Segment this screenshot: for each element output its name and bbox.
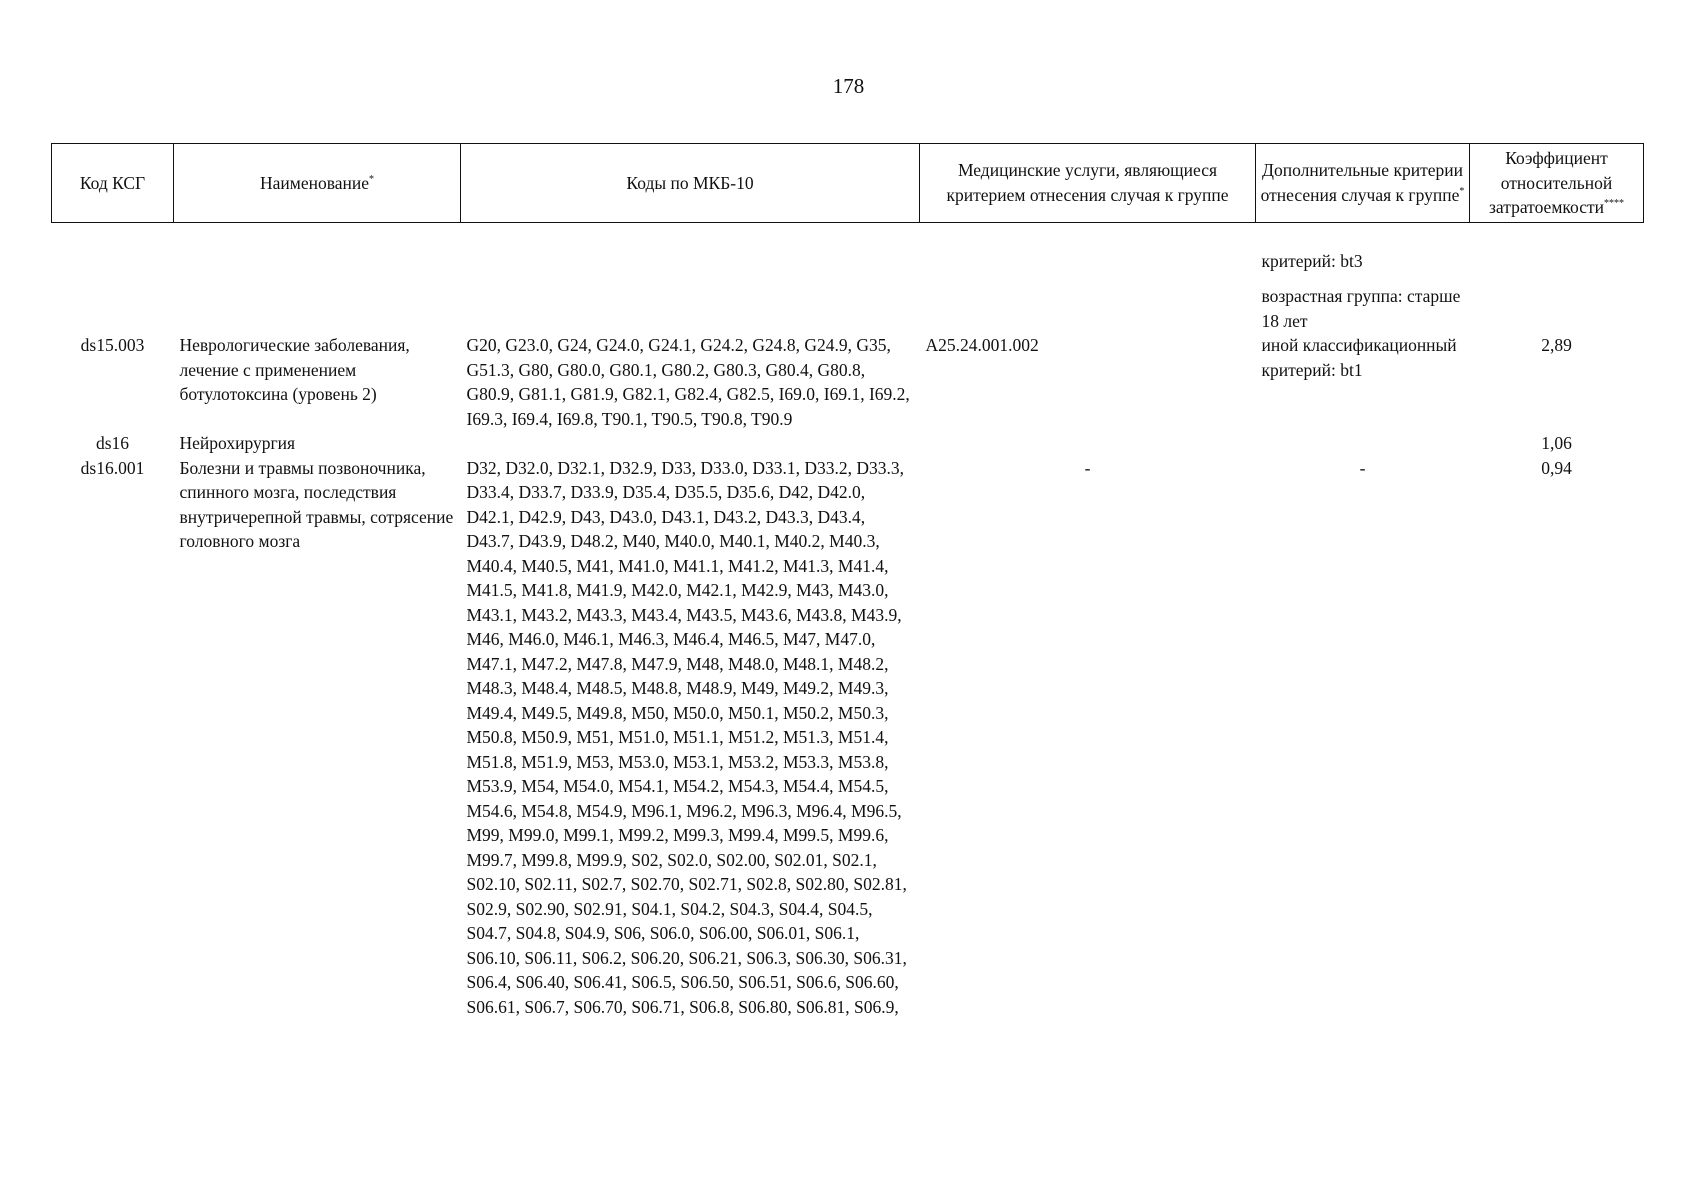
criterion-bt3: критерий: bt3 xyxy=(1261,250,1363,271)
table-row xyxy=(52,456,1644,1020)
header-name: Наименование* xyxy=(174,144,461,223)
header-services: Медицинские услуги, являющиеся критерием отнесения случая к группе xyxy=(920,144,1256,223)
ksg-name: Болезни и травмы позвоночника, спинного мозга, последствия внутричерепной травмы, сотрясение головного мозга xyxy=(179,457,454,551)
table-row xyxy=(52,333,1644,431)
footnote-mark: * xyxy=(1459,185,1465,197)
continuation-criteria xyxy=(1256,249,1470,334)
additional-criteria: иной классификационный критерий: bt1 xyxy=(1261,335,1457,380)
mkb-codes xyxy=(461,431,920,456)
additional-criteria: - xyxy=(1359,457,1366,478)
footnote-mark: * xyxy=(369,173,375,185)
table-row xyxy=(52,431,1644,456)
mkb-codes: D32, D32.0, D32.1, D32.9, D33, D33.0, D33.1, D33.2, D33.3, D33.4, D33.7, D33.9, D35.4, D35.5, D35.6, D42, D42.0, D42.1, D42.9, D43, D43.0, D43.1, D43.2, D43.3, D43.4, D43.7, D43.9, D48.2, M40, M40.0, M40.1, M40.2, M40.3, M40.4, M40.5, M41, M41.0, M41.1, M41.2, M41.3, M41.4, M41.5, M41.8, M41.9, M42.0, M42.1, M42.9, M43, M43.0, M43.1, M43.2, M43.3, M43.4, M43.5, M43.6, M43.8, M43.9, M46, M46.0, M46.1, M46.3, M46.4, M46.5, M47, M47.0, M47.1, M47.2, M47.8, M47.9, M48, M48.0, M48.1, M48.2, M48.3, M48.4, M48.5, M48.8, M48.9, M49, M49.2, M49.3, M49.4, M49.5, M49.8, M50, M50.0, M50.1, M50.2, M50.3, M50.8, M50.9, M51, M51.0, M51.1, M51.2, M51.3, M51.4, M51.8, M51.9, M53, M53.0, M53.1, M53.2, M53.3, M53.8, M53.9, M54, M54.0, M54.1, M54.2, M54.3, M54.4, M54.5, M54.6, M54.8, M54.9, M96.1, M96.2, M96.3, M96.4, M96.5, M99, M99.0, M99.1, M99.2, M99.3, M99.4, M99.5, M99.6, M99.7, M99.8, M99.9, S02, S02.0, S02.00, S02.01, S02.1, S02.10, S02.11, S02.7, S02.70, S02.71, S02.8, S02.80, S02.81, S02.9, S02.90, S02.91, S04.1, S04.2, S04.3, S04.4, S04.5, S04.7, S04.8, S04.9, S06, S06.0, S06.00, S06.01, S06.1, S06.10, S06.11, S06.2, S06.20, S06.21, S06.3, S06.30, S06.31, S06.4, S06.40, S06.41, S06.5, S06.50, S06.51, S06.6, S06.60, S06.61, S06.7, S06.70, S06.71, S06.8, S06.80, S06.81, S06.9, xyxy=(466,457,907,1017)
ksg-name: Неврологические заболевания, лечение с применением ботулотоксина (уровень 2) xyxy=(179,335,410,404)
footnote-mark: **** xyxy=(1603,198,1624,210)
age-group: возрастная группа: старше 18 лет xyxy=(1261,286,1461,331)
medical-services: - xyxy=(1084,457,1091,478)
ksg-code: ds16 xyxy=(95,433,130,453)
coefficient: 2,89 xyxy=(1541,335,1572,355)
header-code: Код КСГ xyxy=(52,144,174,223)
page-number: 178 xyxy=(832,74,865,98)
ksg-table xyxy=(51,143,1644,1019)
coefficient: 1,06 xyxy=(1541,433,1572,453)
additional-criteria xyxy=(1256,431,1470,456)
header-mkb-codes: Коды по МКБ-10 xyxy=(461,144,920,223)
mkb-codes: G20, G23.0, G24, G24.0, G24.1, G24.2, G24.8, G24.9, G35, G51.3, G80, G80.0, G80.1, G80.2, G80.3, G80.4, G80.8, G80.9, G81.1, G81.9, G82.1, G82.4, G82.5, I69.0, I69.1, I69.2, I69.3, I69.4, I69.8, T90.1, T90.5, T90.8, T90.9 xyxy=(466,335,910,429)
header-additional-criteria: Дополнительные критерии отнесения случая к группе* xyxy=(1256,144,1470,223)
table-row-continuation xyxy=(52,249,1644,334)
ksg-code: ds16.001 xyxy=(80,457,145,478)
ksg-name: Нейрохирургия xyxy=(179,433,296,453)
coefficient: 0,94 xyxy=(1541,457,1572,478)
table-header xyxy=(52,144,1644,223)
header-coefficient: Коэффициент относительной затратоемкости**** xyxy=(1470,144,1644,223)
medical-services: A25.24.001.002 xyxy=(925,335,1039,355)
ksg-code: ds15.003 xyxy=(80,335,145,355)
medical-services xyxy=(920,431,1256,456)
